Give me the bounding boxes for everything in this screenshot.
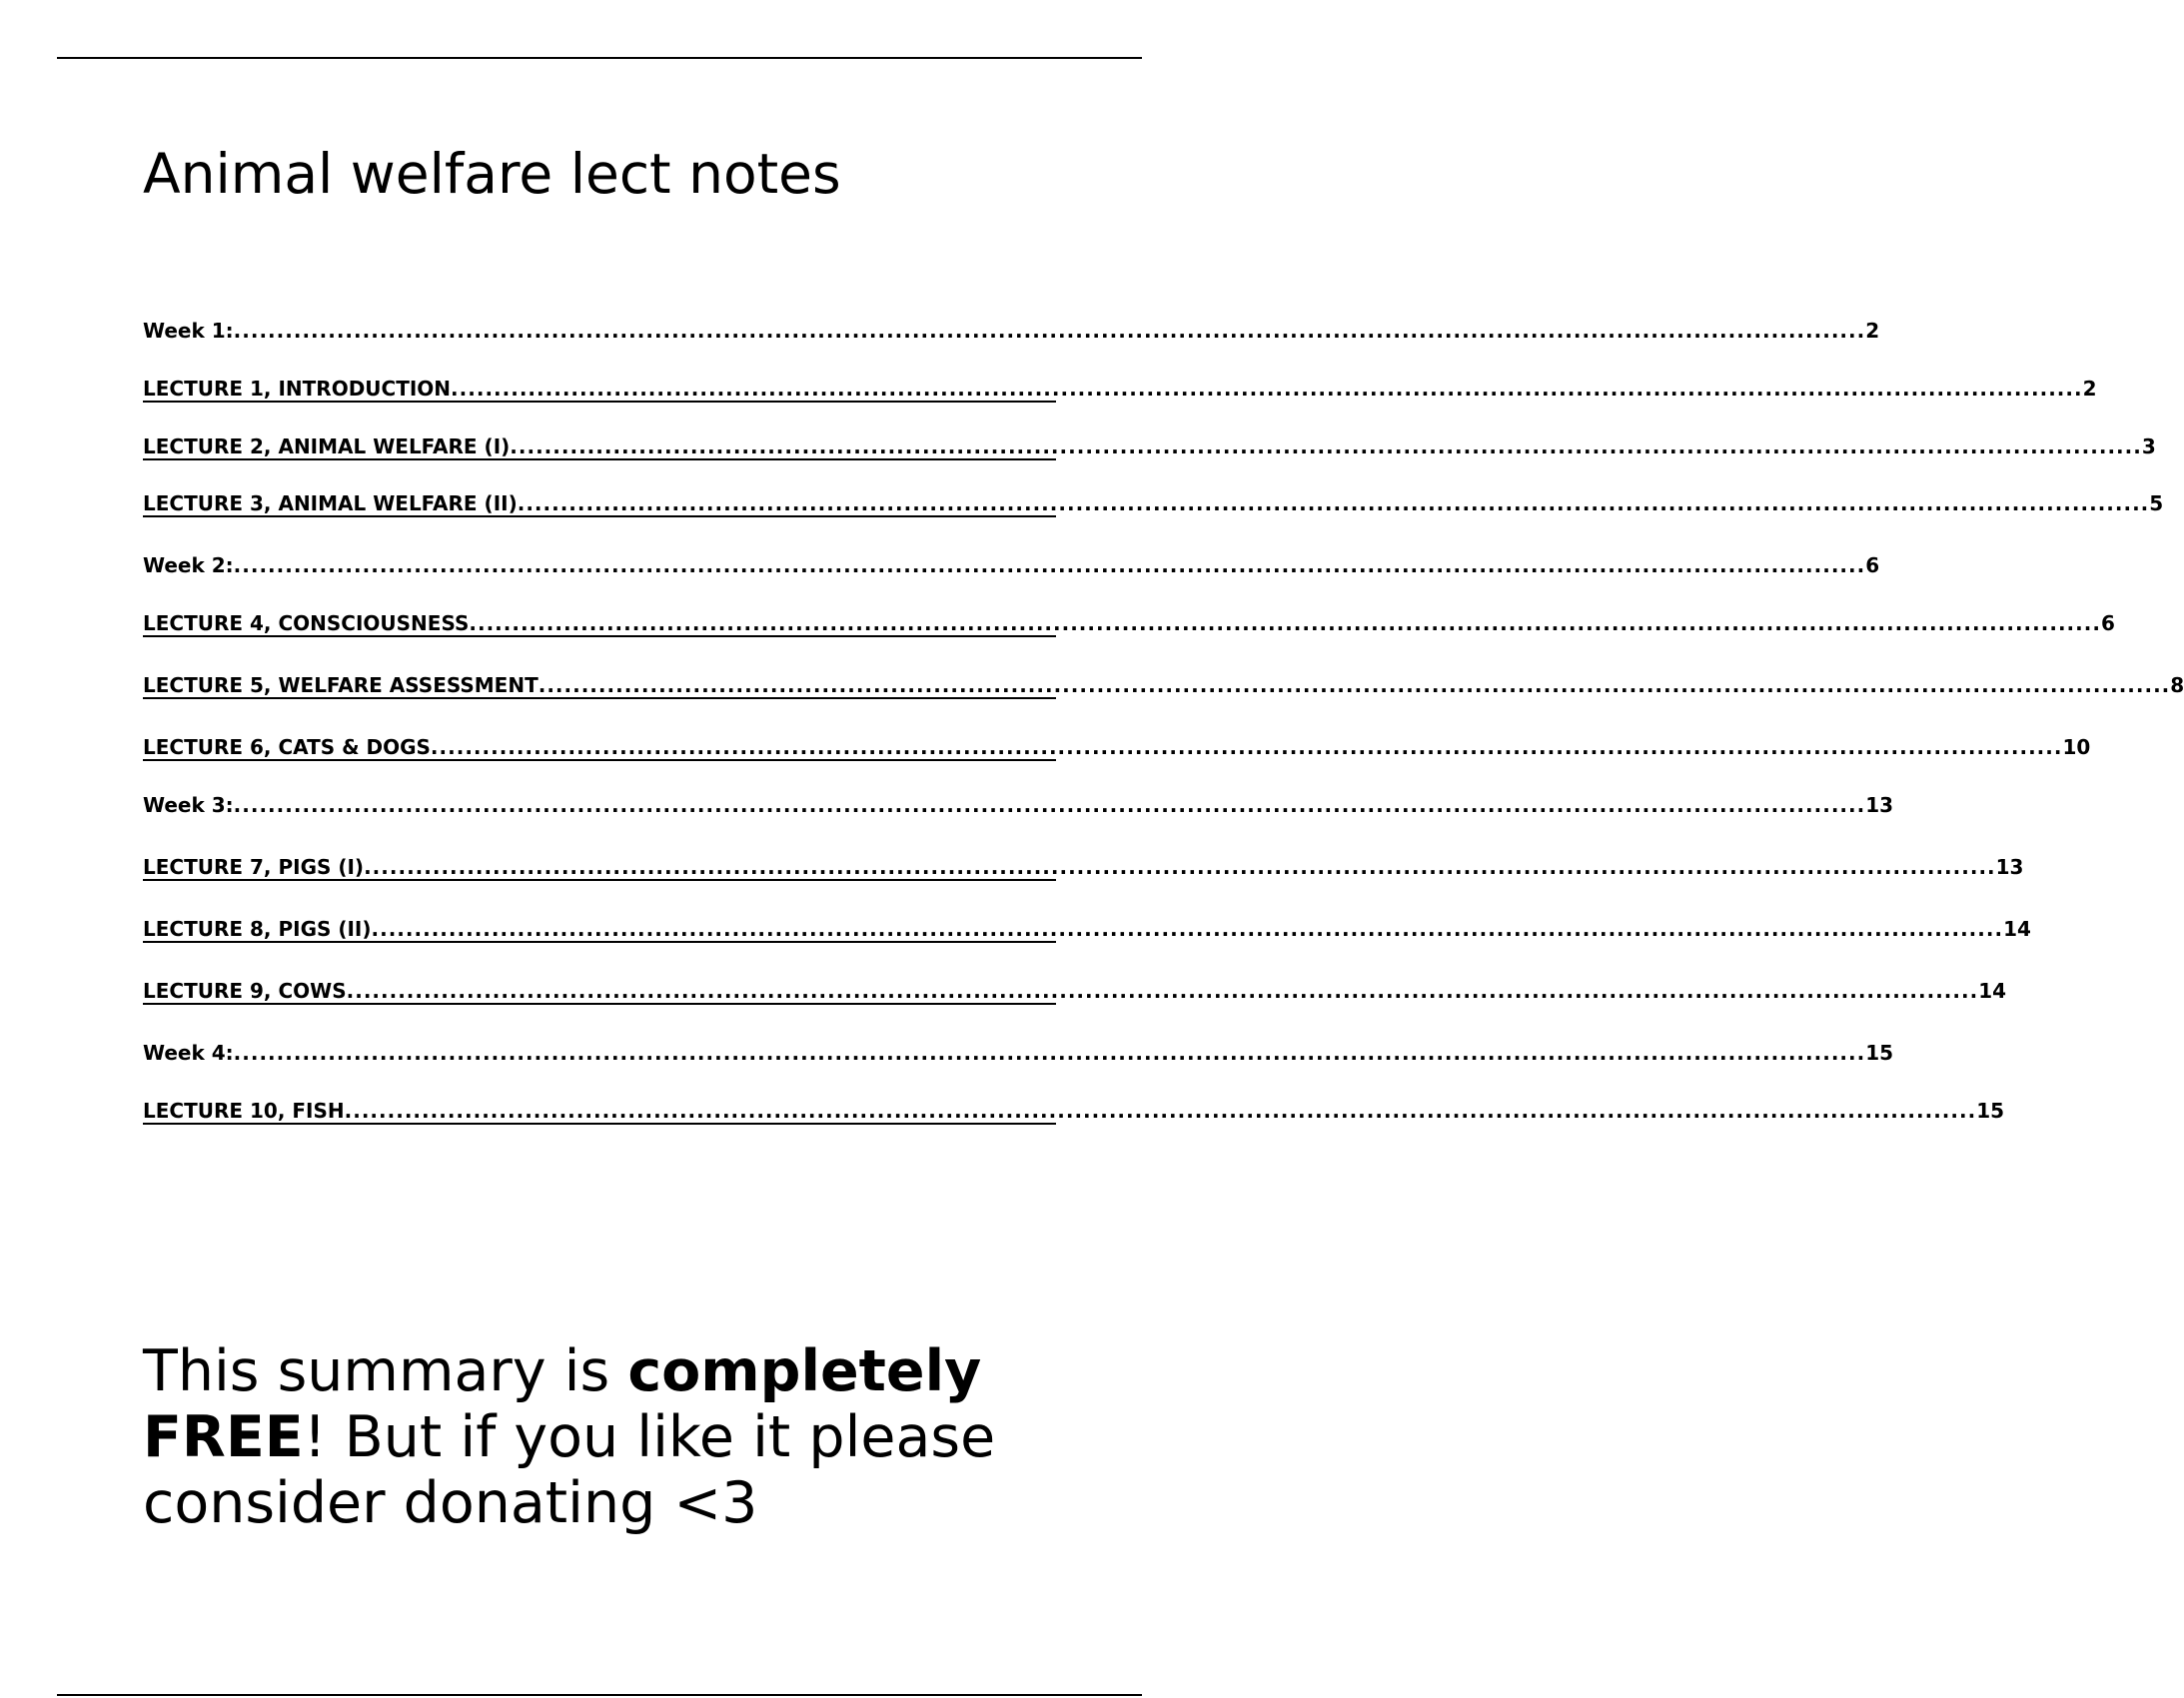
donation-text-before: This summary is — [143, 1338, 628, 1404]
toc-entry-lecture-5[interactable] — [143, 673, 2184, 699]
toc-entry-label: LECTURE 10, FISH — [143, 1099, 345, 1123]
toc-entry-label: LECTURE 6, CATS & DOGS — [143, 735, 431, 759]
toc-entry-week-4[interactable] — [143, 1041, 1894, 1065]
toc-entry-lecture-10[interactable] — [143, 1099, 2005, 1125]
toc-leader-dots: .............................................................................................................................................................................................. — [233, 793, 1866, 817]
toc-leader-dots: .............................................................................................................................................................................................. — [371, 917, 2004, 941]
document-title: Animal welfare lect notes — [143, 142, 841, 206]
toc-entry-label: LECTURE 2, ANIMAL WELFARE (I) — [143, 434, 511, 458]
toc-entry-week-1[interactable] — [143, 319, 1880, 343]
toc-entry-label: LECTURE 3, ANIMAL WELFARE (II) — [143, 491, 518, 515]
toc-page-number: 2 — [1865, 319, 1880, 343]
toc-entry-week-2[interactable] — [143, 553, 1880, 577]
toc-page-number: 15 — [1976, 1099, 2005, 1123]
toc-entry-lecture-7[interactable] — [143, 855, 2024, 881]
toc-page-number: 13 — [1995, 855, 2024, 879]
table-of-contents — [143, 319, 2184, 1130]
toc-leader-dots: .............................................................................................................................................................................................. — [346, 979, 1979, 1003]
toc-entry-label: LECTURE 1, INTRODUCTION — [143, 377, 452, 401]
footer-rule — [57, 1694, 1142, 1696]
toc-page-number: 14 — [2003, 917, 2031, 941]
toc-leader-dots: .............................................................................................................................................................................................. — [538, 673, 2171, 697]
donation-bold-completely: completely — [627, 1338, 982, 1404]
toc-entry-lecture-3[interactable] — [143, 491, 2164, 517]
toc-entry-label: LECTURE 9, COWS — [143, 979, 347, 1003]
toc-leader-dots: .............................................................................................................................................................................................. — [233, 1041, 1866, 1065]
toc-page-number: 5 — [2149, 491, 2164, 515]
toc-entry-lecture-6[interactable] — [143, 735, 2091, 761]
toc-entry-lecture-4[interactable] — [143, 611, 2115, 637]
toc-entry-lecture-9[interactable] — [143, 979, 2007, 1005]
donation-bold-free: FREE — [143, 1404, 304, 1470]
toc-page-number: 8 — [2170, 673, 2184, 697]
toc-page-number: 2 — [2082, 377, 2097, 401]
toc-entry-label: LECTURE 4, CONSCIOUSNESS — [143, 611, 470, 635]
toc-entry-lecture-2[interactable] — [143, 434, 2156, 460]
toc-page-number: 14 — [1978, 979, 2007, 1003]
toc-leader-dots: .............................................................................................................................................................................................. — [517, 491, 2150, 515]
toc-leader-dots: .............................................................................................................................................................................................. — [430, 735, 2063, 759]
toc-page-number: 13 — [1865, 793, 1894, 817]
donation-text-after: ! But if you like it please consider donating <3 — [143, 1404, 996, 1536]
toc-leader-dots: .............................................................................................................................................................................................. — [451, 377, 2083, 401]
toc-entry-label: LECTURE 5, WELFARE ASSESSMENT — [143, 673, 539, 697]
donation-message — [143, 1338, 1122, 1536]
toc-leader-dots: .............................................................................................................................................................................................. — [469, 611, 2101, 635]
toc-leader-dots: .............................................................................................................................................................................................. — [510, 434, 2142, 458]
toc-entry-label: Week 3: — [143, 793, 234, 817]
toc-page-number: 10 — [2062, 735, 2091, 759]
toc-page-number: 6 — [2100, 611, 2115, 635]
toc-entry-lecture-1[interactable] — [143, 377, 2097, 403]
header-rule — [57, 57, 1142, 59]
toc-entry-label: Week 2: — [143, 553, 234, 577]
toc-entry-week-3[interactable] — [143, 793, 1894, 817]
toc-leader-dots: .............................................................................................................................................................................................. — [364, 855, 1996, 879]
toc-page-number: 6 — [1865, 553, 1880, 577]
toc-entry-label: LECTURE 8, PIGS (II) — [143, 917, 372, 941]
toc-leader-dots: .............................................................................................................................................................................................. — [344, 1099, 1977, 1123]
toc-entry-label: Week 1: — [143, 319, 234, 343]
toc-entry-lecture-8[interactable] — [143, 917, 2031, 943]
toc-page-number: 15 — [1865, 1041, 1894, 1065]
toc-entry-label: LECTURE 7, PIGS (I) — [143, 855, 365, 879]
toc-leader-dots: .............................................................................................................................................................................................. — [233, 553, 1866, 577]
toc-page-number: 3 — [2141, 434, 2156, 458]
toc-entry-label: Week 4: — [143, 1041, 234, 1065]
toc-leader-dots: .............................................................................................................................................................................................. — [233, 319, 1866, 343]
